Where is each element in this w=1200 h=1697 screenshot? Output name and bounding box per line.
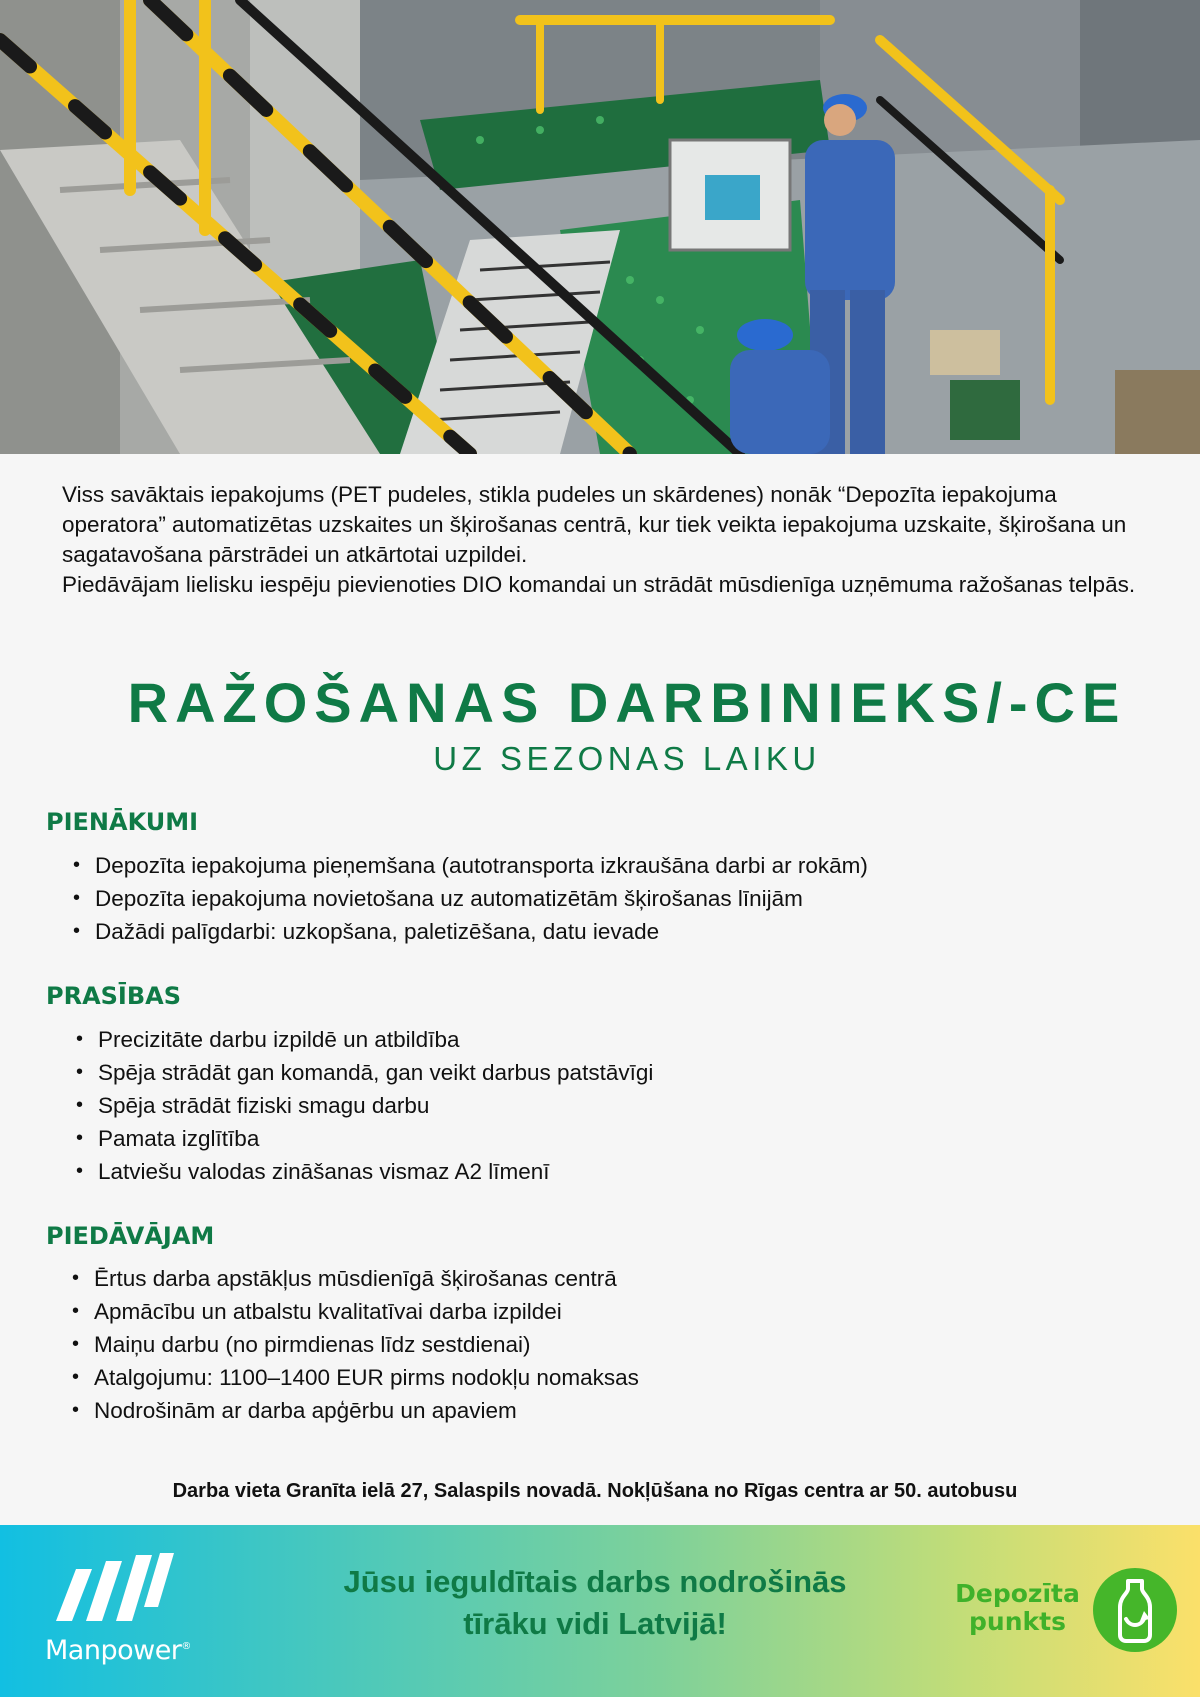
duties-list	[95, 849, 868, 948]
list-item: • Depozīta iepakojuma novietošana uz automatizētām šķirošanas līnijām	[95, 882, 868, 915]
footer-slogan	[300, 1561, 890, 1645]
intro-text	[62, 480, 1152, 600]
list-item: • Spēja strādāt gan komandā, gan veikt darbus patstāvīgi	[98, 1056, 653, 1089]
list-item: • Ērtus darba apstākļus mūsdienīgā šķirošanas centrā	[94, 1262, 639, 1295]
slogan-line-1: Jūsu ieguldītais darbs nodrošinās	[343, 1564, 847, 1599]
intro-paragraph-1: Viss savāktais iepakojums (PET pudeles, stikla pudeles un skārdenes) nonāk “Depozīta iepakojuma operatora” automatizētas uzskaites un šķirošanas centrā, kur tiek veikta iepakojuma uzskaite, šķirošana un sagatavošana pārstrādei un atkārtotai uzpildei.	[62, 482, 1127, 567]
requirements-list	[98, 1023, 653, 1188]
manpower-label: Manpower	[45, 1635, 182, 1666]
job-subtitle: UZ SEZONAS LAIKU	[433, 740, 821, 777]
offer-heading: PIEDĀVĀJAM	[46, 1222, 215, 1250]
bottle-recycle-icon	[1092, 1567, 1178, 1653]
slogan-line-2: tīrāku vidi Latvijā!	[463, 1606, 727, 1641]
duties-heading: PIENĀKUMI	[46, 808, 199, 836]
requirements-heading: PRASĪBAS	[46, 982, 182, 1010]
list-item: • Spēja strādāt fiziski smagu darbu	[98, 1089, 653, 1122]
job-title: RAŽOŠANAS DARBINIEKS/-CE	[127, 671, 1127, 734]
list-item: • Atalgojumu: 1100–1400 EUR pirms nodokļu nomaksas	[94, 1361, 639, 1394]
list-item: • Precizitāte darbu izpildē un atbildība	[98, 1023, 653, 1056]
location-note: Darba vieta Granīta ielā 27, Salaspils novadā. Nokļūšana no Rīgas centra ar 50. autobusu	[172, 1480, 1018, 1502]
depozita-punkts-wordmark	[950, 1580, 1085, 1636]
list-item: • Maiņu darbu (no pirmdienas līdz sestdienai)	[94, 1328, 639, 1361]
offer-list	[94, 1262, 639, 1427]
list-item: • Latviešu valodas zināšanas vismaz A2 līmenī	[98, 1155, 653, 1188]
manpower-wordmark	[45, 1635, 191, 1666]
list-item: • Nodrošinām ar darba apģērbu un apaviem	[94, 1394, 639, 1427]
depozita-line-2: punkts	[969, 1607, 1066, 1636]
manpower-logo-icon	[44, 1547, 174, 1627]
depozita-line-1: Depozīta	[955, 1579, 1080, 1608]
intro-paragraph-2: Piedāvājam lielisku iespēju pievienoties DIO komandai un strādāt mūsdienīga uzņēmuma ražošanas telpās.	[62, 572, 1136, 597]
manpower-registered-mark: ®	[181, 1641, 191, 1652]
list-item: • Depozīta iepakojuma pieņemšana (autotransporta izkraušāna darbi ar rokām)	[95, 849, 868, 882]
list-item: • Apmācību un atbalstu kvalitatīvai darba izpildei	[94, 1295, 639, 1328]
hero-photo	[0, 0, 1200, 454]
list-item: • Dažādi palīgdarbi: uzkopšana, paletizēšana, datu ievade	[95, 915, 868, 948]
footer-banner	[0, 1525, 1200, 1697]
factory-scene-illustration	[0, 0, 1200, 454]
list-item: • Pamata izglītība	[98, 1122, 653, 1155]
